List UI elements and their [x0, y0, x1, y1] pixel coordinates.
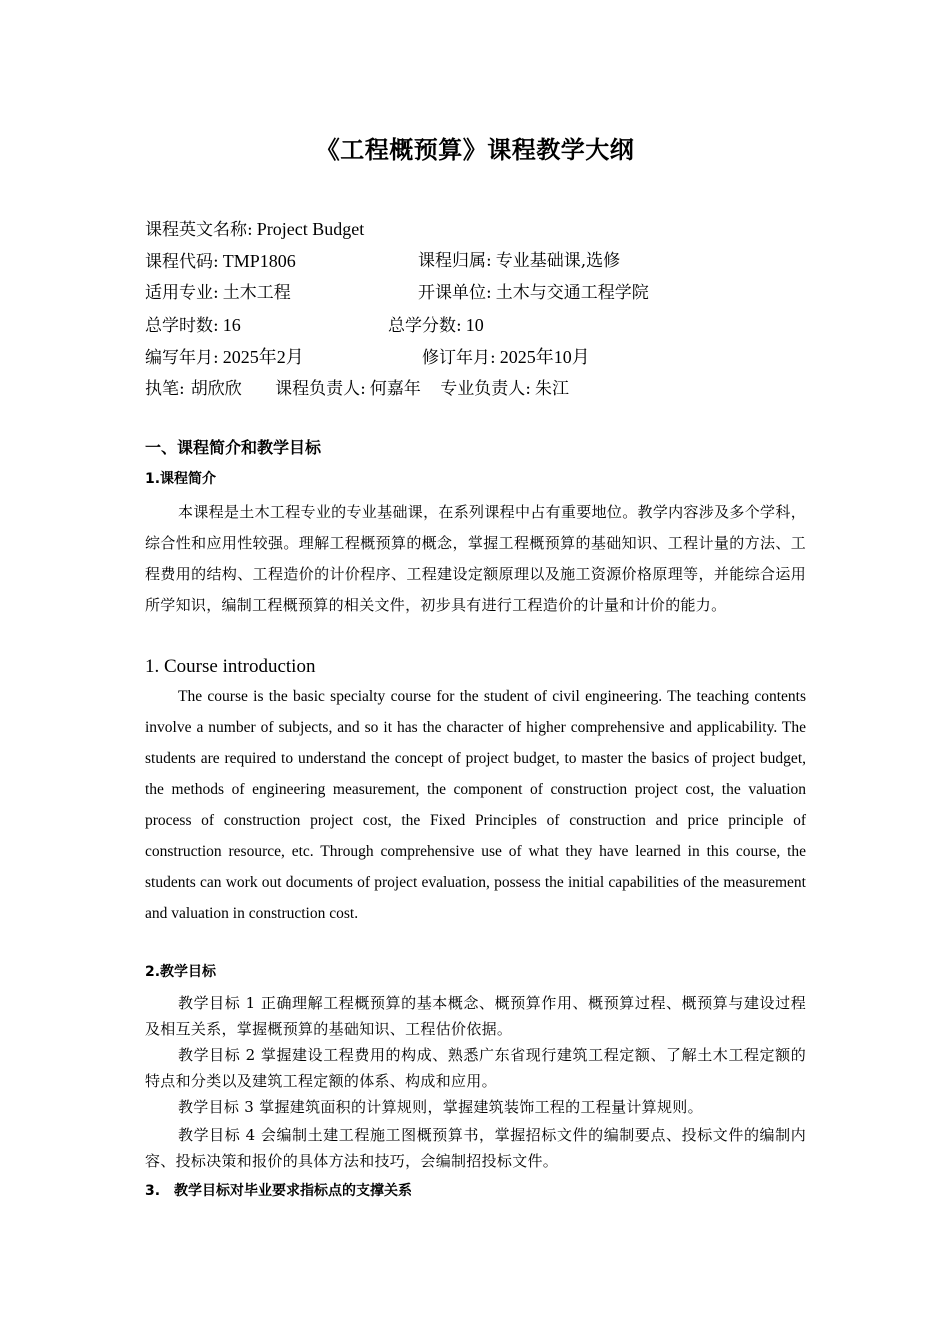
category-value: 专业基础课,选修 — [495, 251, 621, 271]
credits-label: 总学分数: — [388, 316, 462, 336]
english-name-label: 课程英文名称: — [145, 220, 253, 240]
author-label: 执笔: — [145, 379, 185, 399]
author-value: 胡欣欣 — [190, 379, 242, 399]
code-label: 课程代码: — [145, 252, 219, 272]
revised-field — [422, 345, 590, 370]
credits-field — [388, 313, 484, 338]
intro-heading-en: 1. Course introduction — [145, 656, 316, 677]
revised-value: 2025年10月 — [499, 347, 590, 367]
unit-value: 土木与交通工程学院 — [495, 283, 649, 303]
course-lead-value: 何嘉年 — [369, 379, 421, 399]
category-label: 课程归属: — [418, 251, 492, 271]
written-value: 2025年2月 — [222, 347, 304, 367]
major-row — [145, 281, 649, 305]
category-field — [418, 249, 620, 273]
hours-row — [145, 313, 484, 338]
major-label: 适用专业: — [145, 283, 219, 303]
goal-item: 教学目标 3 掌握建筑面积的计算规则，掌握建筑装饰工程的工程量计算规则。 — [178, 1098, 703, 1116]
intro-heading: 1.课程简介 — [145, 471, 217, 487]
intro-paragraph-cn: 本课程是土木工程专业的专业基础课，在系列课程中占有重要地位。教学内容涉及多个学科，综合性和应用性较强。理解工程概预算的概念，掌握工程概预算的基础知识、工程计量的方法、工程费用的结构、工程造价的计价程序、工程建设定额原理以及施工资源价格原理等，并能综合运用所学知识，编制工程概预算的相关文件，初步具有进行工程造价的计量和计价的能力。 — [145, 503, 806, 614]
unit-field — [418, 281, 649, 305]
revised-label: 修订年月: — [422, 348, 496, 368]
goal-item: 教学目标 2 掌握建设工程费用的构成、熟悉广东省现行建筑工程定额、了解土木工程定额的特点和分类以及建筑工程定额的体系、构成和应用。 — [145, 1046, 806, 1090]
written-row — [145, 345, 590, 370]
major-lead-label: 专业负责人: — [440, 379, 532, 399]
code-row — [145, 249, 621, 274]
english-name-row — [145, 217, 364, 242]
goal-item: 教学目标 1 正确理解工程概预算的基本概念、概预算作用、概预算过程、概预算与建设过程及相互关系，掌握概预算的基础知识、工程估价依据。 — [145, 994, 806, 1038]
course-lead-label: 课程负责人: — [275, 379, 366, 399]
section-heading: 一、课程简介和教学目标 — [145, 438, 322, 457]
english-name-value: Project Budget — [256, 219, 365, 239]
unit-label: 开课单位: — [418, 283, 492, 303]
major-value: 土木工程 — [222, 283, 291, 303]
author-row — [145, 377, 569, 401]
major-lead-value: 朱江 — [535, 379, 570, 399]
hours-value: 16 — [222, 315, 241, 335]
written-label: 编写年月: — [145, 348, 219, 368]
intro-paragraph-en: The course is the basic specialty course for the student of civil engineering. The teaching contents involve a number of subjects, and so it has the character of higher comprehensive and applicability. The students are required to understand the concept of project budget, to master the basics of project budget, the methods of engineering measurement, the component of construction project cost, the valuation process of construction project cost, the Fixed Principles of construction and price principle of construction resource, etc. Through comprehensive use of what they have learned in this course, the students can work out documents of project evaluation, possess the initial capabilities of the measurement and valuation in construction cost. — [145, 688, 806, 922]
goal-item: 教学目标 4 会编制土建工程施工图概预算书，掌握招标文件的编制要点、投标文件的编制内容、投标决策和报价的具体方法和技巧，会编制招投标文件。 — [145, 1126, 806, 1170]
goals-heading: 2.教学目标 — [145, 964, 217, 980]
credits-value: 10 — [465, 315, 484, 335]
support-heading: 3. 教学目标对毕业要求指标点的支撑关系 — [145, 1183, 413, 1199]
hours-label: 总学时数: — [145, 316, 219, 336]
code-value: TMP1806 — [222, 251, 296, 271]
page-title: 《工程概预算》课程教学大纲 — [315, 136, 635, 164]
